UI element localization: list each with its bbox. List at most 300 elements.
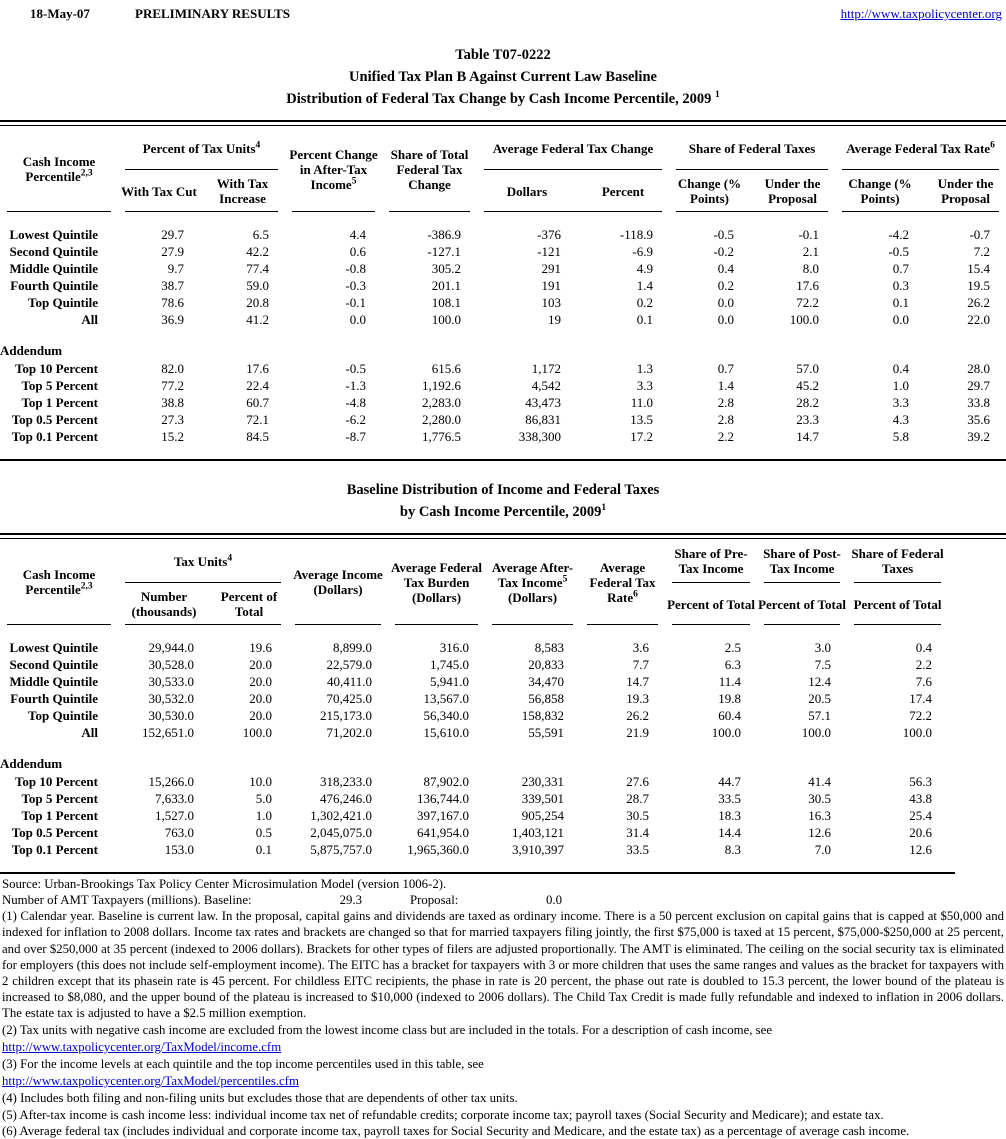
cell-value: 0.3 [892, 277, 910, 293]
cell-value: 3.3 [892, 394, 910, 410]
spacer-row [0, 858, 948, 872]
table-row [0, 394, 1006, 411]
cell-value: 56,858 [528, 690, 565, 706]
cell-value: 2,045,075.0 [310, 824, 373, 840]
cell-value: 158,832 [521, 707, 565, 723]
cell-value: 14.7 [796, 428, 820, 444]
amt-taxpayers-line [2, 892, 1004, 908]
cell-value: 20.5 [808, 690, 832, 706]
cell-value: 42.2 [246, 243, 270, 259]
cell-value: -6.9 [632, 243, 654, 259]
col-header-with-tax-cut [118, 170, 200, 212]
cell-value: 8.0 [802, 260, 820, 276]
cell-value: -0.7 [969, 226, 991, 242]
cell-value: 0.6 [349, 243, 367, 259]
cell-value: 0.7 [717, 360, 735, 376]
cell-value: -0.5 [713, 226, 735, 242]
footnotes-section [0, 874, 1006, 1139]
cell-value: 29.7 [967, 377, 991, 393]
col-header-with-tax-increase [200, 170, 285, 212]
cell-value: 59.0 [246, 277, 270, 293]
cell-value: 26.2 [967, 294, 991, 310]
table1-bottom-pad [0, 445, 1006, 459]
col-header-dollars [477, 170, 577, 212]
cell-value: 20,833 [528, 656, 565, 672]
cell-value: 1,745.0 [430, 656, 470, 672]
cell-value: 0.1 [636, 311, 654, 327]
row-label: Fourth Quintile [10, 690, 98, 706]
cell-value: 82.0 [161, 360, 184, 376]
cell-value: 2.5 [724, 639, 742, 655]
cell-value: 2.8 [717, 394, 735, 410]
addendum-label: Addendum [0, 756, 63, 771]
footnote-3: (3) For the income levels at each quintile and the top income percentiles used in this table, see [2, 1057, 484, 1072]
percentiles-link[interactable]: http://www.taxpolicycenter.org/TaxModel/percentiles.cfm [2, 1074, 299, 1089]
cell-value: 33.5 [718, 790, 742, 806]
cell-value: 0.4 [717, 260, 735, 276]
cell-value: 31.4 [626, 824, 650, 840]
cell-value: 4.9 [636, 260, 654, 276]
cell-value: 20.0 [249, 690, 273, 706]
cell-value: 25.4 [909, 807, 933, 823]
cell-value: 201.1 [431, 277, 462, 293]
cell-value: 0.1 [892, 294, 910, 310]
table-row [0, 773, 948, 790]
col-header-under-proposal-rate [925, 170, 1006, 212]
with-tax-increase-label: With Tax Increase [216, 176, 269, 206]
cell-value: 8.3 [724, 841, 742, 857]
cell-value: 77.4 [246, 260, 270, 276]
share-total-change-label: Share of Total Federal Tax Change [390, 146, 469, 192]
cell-value: 100.0 [789, 311, 820, 327]
cell-value: 4.3 [892, 411, 910, 427]
header-gap-row [0, 212, 1006, 226]
cell-value: 5,875,757.0 [310, 841, 373, 857]
table-row [0, 690, 948, 707]
cell-value: -127.1 [427, 243, 462, 259]
col-header-change-points-taxes [669, 170, 750, 212]
footnote-1: (1) Calendar year. Baseline is current law. In the proposal, capital gains and dividends are taxed as ordinary income. There is a 50 percent exclusion on capital gains that is capped at $50,000 and indexed for inflation to 2008 dollars. Income tax rates and brackets are changed so that for married taxpayers filing jointly, the first $75,000 is taxed at 15 percent, $75,000-$250,000 at 25 percent, and over $250,000 at 35 percent (indexed to 2006 dollars). Brackets for other types of filers are adjusted proportionally. The AMT is eliminated. The ceiling on the social security tax is eliminated for employers (this does not include self-employment income). The EITC has a bracket for taxpayers with 3 or more children that uses the same ranges and values as the bracket for taxpayers with 2 children except that its phasein rate is 45 percent. For childless EITC recipients, the phase in rate is 20 percent, the phase out rate is doubled to 15.3 percent, the lower bound of the plateau is increased to $8,080, and the upper bound of the plateau is increased to $10,000 (indexed to 2006 dollars). The Child Tax Credit is made fully refundable and indexed to inflation in 2006 dollars. The estate tax is adjusted to have a $2.5 million exemption. [2, 909, 1004, 1021]
row-label: All [81, 724, 98, 740]
cell-value: 17.6 [796, 277, 820, 293]
avg-fed-rate-sup: 6 [633, 589, 638, 600]
row-label: Top 10 Percent [14, 773, 98, 789]
cell-value: 2.2 [915, 656, 933, 672]
report-date: 18-May-07 [30, 6, 90, 21]
change-points-label: Change (% Points) [677, 176, 742, 206]
amt-proposal-value: 0.0 [546, 893, 562, 908]
table1-number: Table T07-0222 [455, 47, 551, 63]
row-label: Top 1 Percent [21, 807, 98, 823]
table1-distribution-title-text: Distribution of Federal Tax Change by Cash Income Percentile, 2009 [286, 91, 715, 107]
cell-value: 30,533.0 [148, 673, 194, 689]
cell-value: 1,776.5 [422, 428, 462, 444]
cell-value: 763.0 [164, 824, 194, 840]
cell-value: 71,202.0 [326, 724, 373, 740]
cell-value: 136,744.0 [417, 790, 470, 806]
cell-value: 22,579.0 [326, 656, 373, 672]
row-label: Fourth Quintile [10, 277, 98, 293]
avg-fed-burden-label: Average Federal Tax Burden (Dollars) [390, 559, 483, 605]
cell-value: 1,965,360.0 [407, 841, 470, 857]
cell-value: 27.9 [161, 243, 184, 259]
share-post-tax-label: Share of Post-Tax Income [763, 546, 841, 576]
cell-value: -1.3 [345, 377, 367, 393]
pct-change-ati-label: Percent Change in After-Tax Income [289, 146, 378, 192]
header-gap-row [0, 625, 948, 639]
cell-value: 4,542 [531, 377, 562, 393]
header-underline [7, 624, 111, 625]
cell-value: 15.4 [967, 260, 991, 276]
cell-value: 1,172 [531, 360, 562, 376]
footnote-5: (5) After-tax income is cash income less: individual income tax net of refundable credits; corporate income tax; payroll taxes (Social Security and Medicare); and estate tax. [2, 1107, 884, 1122]
group-header-share-federal-taxes [847, 539, 948, 583]
table2-title-line1: Baseline Distribution of Income and Federal Taxes [346, 482, 660, 498]
cell-value: 55,591 [528, 724, 565, 740]
table-row [0, 790, 948, 807]
under-proposal-label: Under the Proposal [937, 176, 994, 206]
row-label: Top 5 Percent [21, 790, 98, 806]
cell-value: 20.0 [249, 673, 273, 689]
header-underline [7, 211, 111, 212]
cell-value: 39.2 [967, 428, 991, 444]
cell-value: 27.3 [161, 411, 184, 427]
cell-value: 15,610.0 [423, 724, 470, 740]
cell-value: 29,944.0 [148, 639, 194, 655]
cell-value: 10.0 [249, 773, 273, 789]
cell-value: 5.8 [892, 428, 910, 444]
cell-value: -6.2 [345, 411, 367, 427]
cell-value: 191 [541, 277, 562, 293]
group-header-share-post-tax-income [757, 539, 847, 583]
col-header-percent-of-total-pretax [665, 583, 757, 625]
percent-of-total-label: Percent of Total [667, 596, 755, 612]
cell-value: 56.3 [909, 773, 933, 789]
cash-income-sup: 2,3 [80, 581, 93, 592]
cell-value: 15.2 [161, 428, 184, 444]
table1-addendum-header [0, 328, 1006, 360]
amt-label: Number of AMT Taxpayers (millions). Baseline: [2, 893, 252, 908]
col-header-number-thousands [118, 583, 210, 625]
table-row [0, 639, 948, 656]
cell-value: 30,530.0 [148, 707, 194, 723]
table1-main-rows [0, 212, 1006, 328]
cash-income-label: Cash Income Percentile [22, 567, 96, 597]
cell-value: 12.6 [909, 841, 933, 857]
row-label: Top 0.1 Percent [11, 428, 98, 444]
cell-value: 1,302,421.0 [310, 807, 373, 823]
cell-value: 70,425.0 [326, 690, 373, 706]
header-underline [764, 624, 840, 625]
cell-value: 3.3 [636, 377, 654, 393]
row-label: Middle Quintile [9, 260, 98, 276]
cell-value: 30.5 [808, 790, 832, 806]
cell-value: -118.9 [619, 226, 654, 242]
avg-fed-change-label: Average Federal Tax Change [492, 140, 654, 156]
header-underline [200, 211, 278, 212]
cell-value: -0.5 [888, 243, 910, 259]
change-points-label: Change (% Points) [848, 176, 912, 206]
cell-value: 84.5 [246, 428, 270, 444]
share-fed-taxes-label: Share of Federal Taxes [688, 140, 816, 156]
cell-value: 57.1 [808, 707, 832, 723]
cell-value: 100.0 [902, 724, 933, 740]
row-label: Top Quintile [28, 707, 98, 723]
cell-value: 34,470 [528, 673, 565, 689]
header-underline [295, 624, 381, 625]
cell-value: 29.7 [161, 226, 184, 242]
group-header-tax-units [118, 539, 288, 583]
cell-value: 2.2 [717, 428, 735, 444]
cell-value: 17.4 [909, 690, 933, 706]
cell-value: 22.0 [967, 311, 991, 327]
cell-value: 615.6 [431, 360, 462, 376]
table-row [0, 807, 948, 824]
header-underline [842, 211, 925, 212]
cell-value: 1,527.0 [155, 807, 194, 823]
addendum-label-row [0, 755, 948, 773]
cell-value: 87,902.0 [423, 773, 470, 789]
table-row [0, 377, 1006, 394]
row-label: Second Quintile [9, 243, 98, 259]
table-row [0, 226, 1006, 243]
group-header-percent-of-tax-units [118, 126, 285, 170]
tax-change-table [0, 126, 1006, 459]
table1-title-footnote-sup: 1 [714, 90, 720, 101]
percent-of-total-label: Percent of Total [220, 589, 278, 619]
addendum-label-row [0, 342, 1006, 360]
avg-after-tax-sup: 5 [562, 574, 568, 585]
footnote-4: (4) Includes both filing and non-filing units but excludes those that are dependents of other tax units. [2, 1091, 518, 1106]
cell-value: 1.4 [636, 277, 654, 293]
table-row [0, 428, 1006, 445]
header-underline [672, 624, 750, 625]
taxpolicycenter-link[interactable]: http://www.taxpolicycenter.org [840, 6, 1002, 21]
header-underline [125, 211, 200, 212]
cell-value: 108.1 [431, 294, 462, 310]
cash-income-sup: 2,3 [80, 168, 93, 179]
cell-value: 2.8 [717, 411, 735, 427]
share-pre-tax-label: Share of Pre-Tax Income [674, 546, 748, 576]
cell-value: 641,954.0 [417, 824, 470, 840]
cell-value: 56,340.0 [423, 707, 470, 723]
group-header-share-of-federal-taxes [669, 126, 835, 170]
cell-value: 30,532.0 [148, 690, 194, 706]
tax-units-label: Tax Units [173, 553, 228, 569]
cell-value: 13,567.0 [423, 690, 470, 706]
header-underline [395, 624, 478, 625]
page-header [0, 6, 1006, 30]
cell-value: 215,173.0 [320, 707, 373, 723]
cell-value: 41.2 [246, 311, 270, 327]
cell-value: 17.6 [246, 360, 270, 376]
dollars-label: Dollars [506, 183, 548, 199]
percent-of-total-label: Percent of Total [758, 596, 846, 612]
cell-value: 60.7 [246, 394, 270, 410]
cell-value: 5,941.0 [430, 673, 470, 689]
row-label: Lowest Quintile [9, 639, 98, 655]
income-definition-link[interactable]: http://www.taxpolicycenter.org/TaxModel/income.cfm [2, 1039, 282, 1054]
cell-value: 0.4 [892, 360, 910, 376]
row-label: Top 0.1 Percent [11, 841, 98, 857]
cash-income-label: Cash Income Percentile [22, 154, 96, 184]
spacer-row [0, 741, 948, 755]
share-fed-taxes-label: Share of Federal Taxes [851, 546, 944, 576]
cell-value: 60.4 [718, 707, 742, 723]
table1-title-block [0, 44, 1006, 110]
col-header-average-federal-tax-rate [580, 539, 665, 625]
cell-value: 0.0 [717, 311, 735, 327]
amt-baseline-value: 29.3 [339, 893, 362, 908]
table-row [0, 294, 1006, 311]
cell-value: 1.0 [892, 377, 910, 393]
cell-value: 0.0 [349, 311, 367, 327]
cell-value: 1.0 [255, 807, 273, 823]
cell-value: 16.3 [808, 807, 832, 823]
cell-value: 2,283.0 [422, 394, 462, 410]
cell-value: 6.3 [724, 656, 742, 672]
cell-value: 5.0 [255, 790, 273, 806]
cell-value: 7.5 [814, 656, 832, 672]
cell-value: 23.3 [796, 411, 820, 427]
table2-addendum-rows [0, 773, 948, 858]
cell-value: 318,233.0 [320, 773, 373, 789]
row-label: Top 5 Percent [21, 377, 98, 393]
cell-value: 38.8 [161, 394, 184, 410]
cell-value: 14.4 [718, 824, 742, 840]
cell-value: 18.3 [718, 807, 742, 823]
header-underline [577, 211, 662, 212]
source-line: Source: Urban-Brookings Tax Policy Center Microsimulation Model (version 1006-2). [2, 877, 447, 891]
cell-value: 3.0 [814, 639, 832, 655]
cell-value: 0.4 [915, 639, 933, 655]
table-row [0, 707, 948, 724]
cell-value: 13.5 [630, 411, 654, 427]
cell-value: 103 [541, 294, 562, 310]
avg-fed-rate-label: Average Federal Tax Rate [846, 140, 991, 156]
cell-value: -0.2 [713, 243, 735, 259]
cell-value: -4.8 [345, 394, 367, 410]
table2-addendum-header [0, 741, 948, 773]
cell-value: 77.2 [161, 377, 184, 393]
cell-value: 305.2 [431, 260, 462, 276]
cell-value: 28.0 [967, 360, 991, 376]
cell-value: 19 [548, 311, 562, 327]
avg-after-tax-suffix: (Dollars) [507, 589, 558, 605]
cell-value: 316.0 [439, 639, 470, 655]
cell-value: 8,899.0 [333, 639, 373, 655]
cell-value: 1,192.6 [422, 377, 462, 393]
cell-value: 476,246.0 [320, 790, 373, 806]
tax-units-sup: 4 [227, 553, 233, 564]
cell-value: 9.7 [167, 260, 184, 276]
table-row [0, 724, 948, 741]
cell-value: 20.0 [249, 656, 273, 672]
percent-label: Percent [601, 183, 645, 199]
footnote-2: (2) Tax units with negative cash income are excluded from the lowest income class but are included in the totals. For a description of cash income, see [2, 1022, 772, 1037]
cell-value: 72.2 [909, 707, 933, 723]
cell-value: 905,254 [521, 807, 565, 823]
pct-tax-units-sup: 4 [255, 140, 261, 151]
cell-value: 17.2 [630, 428, 654, 444]
col-header-pct-change-after-tax-income [285, 126, 382, 212]
cell-value: 19.8 [718, 690, 742, 706]
cell-value: 45.2 [796, 377, 820, 393]
cell-value: 19.6 [249, 639, 273, 655]
spacer-row [0, 328, 1006, 342]
col-header-change-points-rate [835, 170, 925, 212]
cell-value: 38.7 [161, 277, 184, 293]
cell-value: 0.0 [717, 294, 735, 310]
cell-value: 100.0 [242, 724, 273, 740]
table2-title-line2 [0, 501, 1006, 523]
cell-value: 100.0 [711, 724, 742, 740]
table1-subtitle: Unified Tax Plan B Against Current Law Baseline [349, 69, 657, 85]
cell-value: 41.4 [808, 773, 832, 789]
col-header-percent [577, 170, 669, 212]
col-header-cash-income-percentile [0, 126, 118, 212]
avg-fed-rate-label: Average Federal Tax Rate [589, 559, 656, 605]
cell-value: -0.8 [345, 260, 367, 276]
preliminary-results-label: PRELIMINARY RESULTS [135, 6, 290, 21]
cell-value: 0.2 [717, 277, 735, 293]
avg-income-label: Average Income (Dollars) [293, 567, 383, 597]
group-header-average-federal-tax-rate [835, 126, 1006, 170]
cell-value: 100.0 [431, 311, 462, 327]
cell-value: 15,266.0 [148, 773, 194, 789]
col-header-average-after-tax-income [485, 539, 580, 625]
table-row [0, 824, 948, 841]
table-row [0, 673, 948, 690]
table-row [0, 411, 1006, 428]
pct-tax-units-label: Percent of Tax Units [142, 140, 256, 156]
cell-value: 2,280.0 [422, 411, 462, 427]
row-label: All [81, 311, 98, 327]
col-header-share-total-federal-tax-change [382, 126, 477, 212]
header-underline [587, 624, 658, 625]
cell-value: 0.7 [892, 260, 910, 276]
cell-value: 36.9 [161, 311, 184, 327]
cell-value: 11.0 [630, 394, 654, 410]
cell-value: 7.0 [814, 841, 832, 857]
table2-title-block [0, 479, 1006, 523]
row-label: Top 0.5 Percent [11, 824, 98, 840]
table1-addendum-rows [0, 360, 1006, 445]
cell-value: 6.5 [252, 226, 270, 242]
row-label: Top 0.5 Percent [11, 411, 98, 427]
header-underline [292, 211, 375, 212]
table-row [0, 841, 948, 858]
cell-value: 57.0 [796, 360, 820, 376]
cell-value: 27.6 [626, 773, 650, 789]
spacer-row [0, 445, 1006, 459]
addendum-label: Addendum [0, 343, 63, 358]
header-underline [854, 624, 941, 625]
table-row [0, 260, 1006, 277]
cell-value: -4.2 [888, 226, 910, 242]
cell-value: 22.4 [246, 377, 270, 393]
cell-value: 3,910,397 [512, 841, 565, 857]
cell-value: 78.6 [161, 294, 184, 310]
number-thousands-label: Number (thousands) [131, 589, 197, 619]
table2-title-line2-text: by Cash Income Percentile, 2009 [399, 504, 602, 520]
row-label: Second Quintile [9, 656, 98, 672]
cell-value: 19.5 [967, 277, 991, 293]
footnote-6: (6) Average federal tax (includes individual and corporate income tax, payroll taxes for Social Security and Medicare, and the estate tax) as a percentage of average cash income. [2, 1123, 910, 1138]
cell-value: 43,473 [525, 394, 562, 410]
row-label: Top Quintile [28, 294, 98, 310]
cell-value: 35.6 [967, 411, 991, 427]
